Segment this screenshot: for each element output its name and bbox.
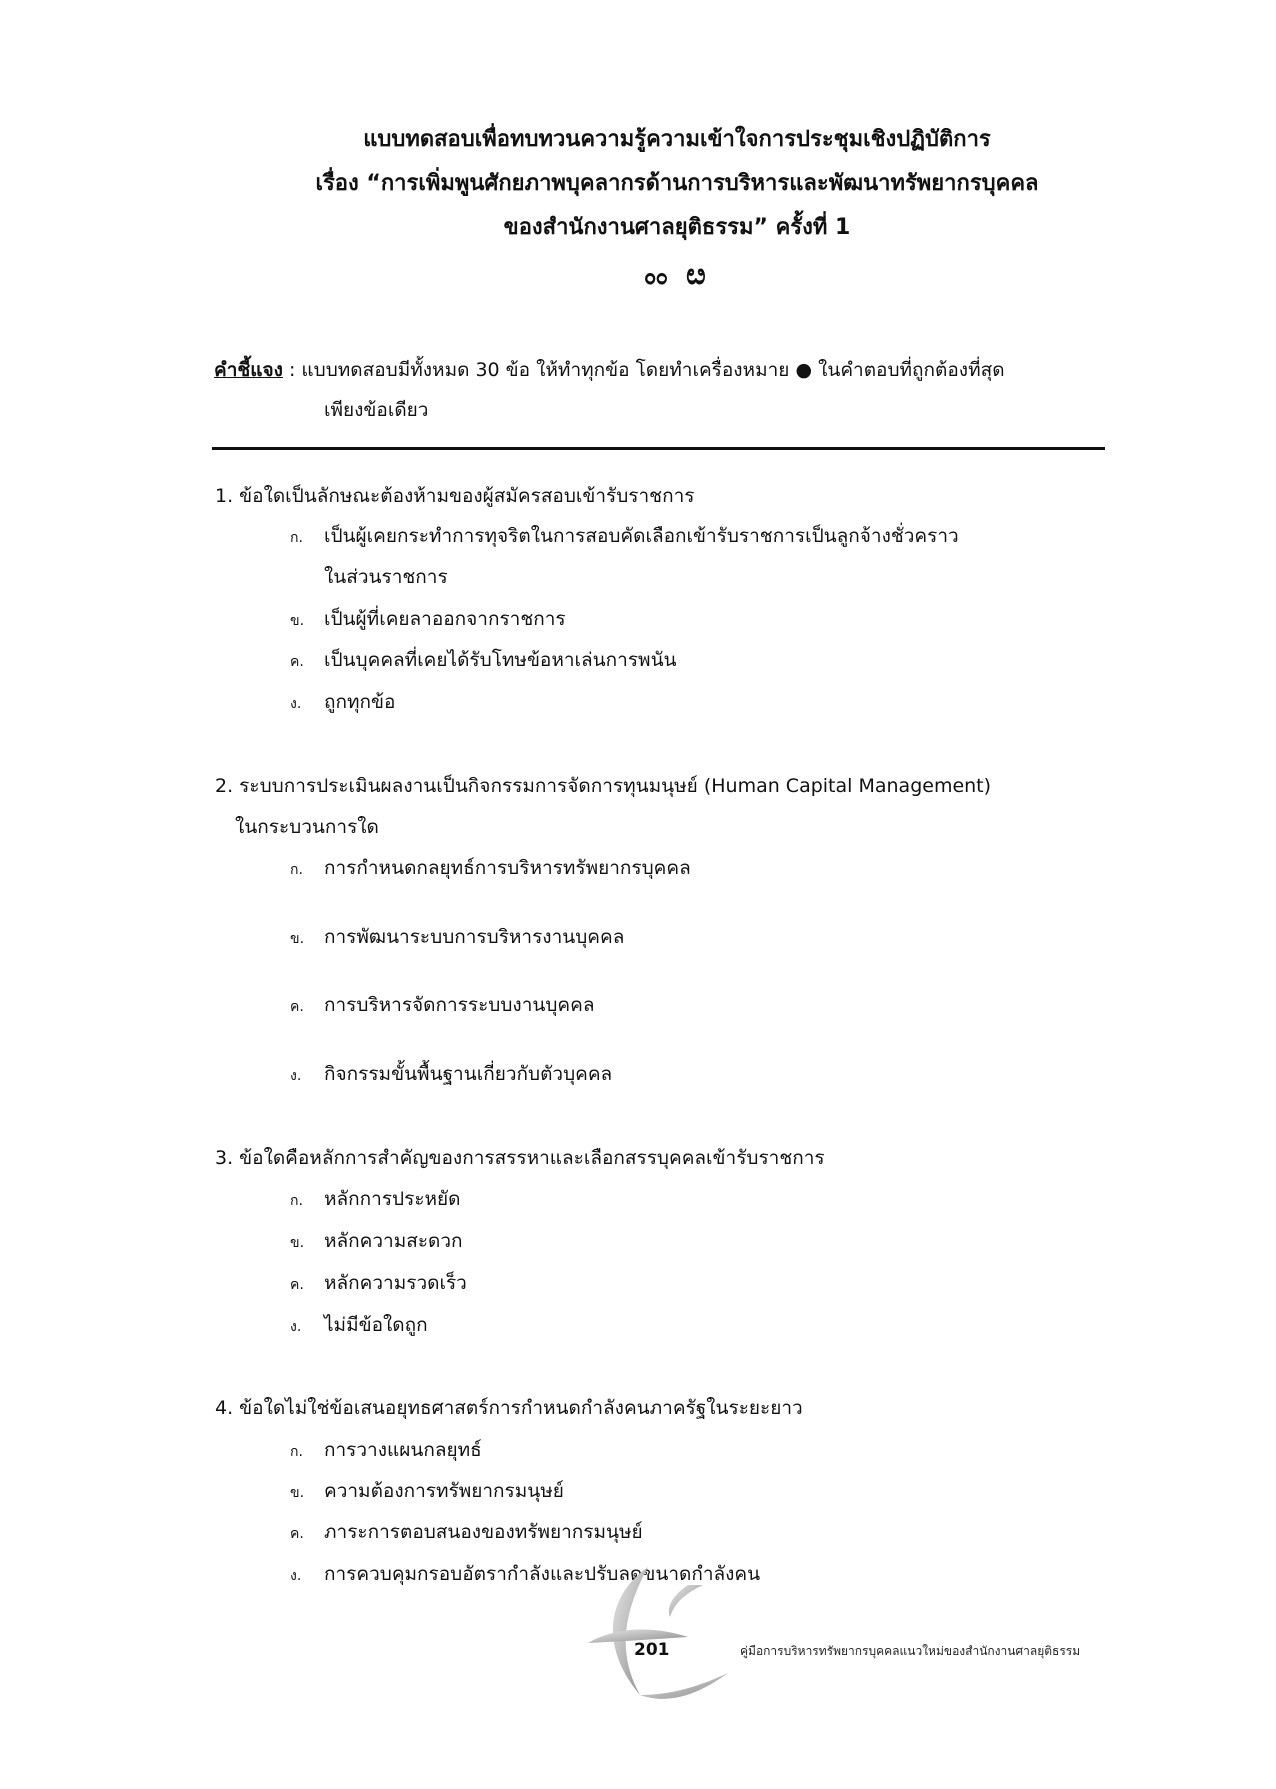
question-1-option-d[interactable] [290, 687, 395, 719]
divider-line [212, 447, 1105, 450]
option-text: การวางแผนกลยุทธ์ [324, 1439, 482, 1461]
question-1-option-b[interactable] [290, 604, 566, 636]
option-marker: ง. [290, 1319, 302, 1335]
option-marker: ก. [290, 862, 303, 878]
option-text: หลักการประหยัด [324, 1188, 461, 1210]
question-4-option-a[interactable] [290, 1435, 482, 1467]
footer-text: คู่มือการบริหารทรัพยากรบุคคลแนวใหม่ของสำนักงานศาลยุติธรรม [740, 1644, 1081, 1658]
question-1-option-a[interactable] [290, 521, 959, 553]
question-3-option-c[interactable] [290, 1268, 467, 1300]
option-marker: ข. [290, 1485, 305, 1501]
option-marker: ง. [290, 1068, 302, 1084]
option-marker: ก. [290, 1444, 303, 1460]
option-text: การควบคุมกรอบอัตรากำลังและปรับลดขนาดกำลังคน [324, 1563, 761, 1585]
title-line-1: แบบทดสอบเพื่อทบทวนความรู้ความเข้าใจการประชุมเชิงปฏิบัติการ [363, 127, 991, 152]
document-title [0, 118, 1276, 250]
question-4-stem: 4. ข้อใดไม่ใช่ข้อเสนอยุทธศาสตร์การกำหนดกำลังคนภาครัฐในระยะยาว [215, 1397, 803, 1419]
swirl-logo-icon [578, 1555, 738, 1715]
option-text: กิจกรรมขั้นพื้นฐานเกี่ยวกับตัวบุคคล [324, 1063, 613, 1085]
question-1-option-a-cont: ในส่วนราชการ [324, 566, 448, 588]
option-text: เป็นผู้ที่เคยลาออกจากราชการ [324, 608, 566, 630]
instructions [214, 350, 1094, 430]
option-text: ความต้องการทรัพยากรมนุษย์ [324, 1480, 564, 1502]
option-marker: ก. [290, 1193, 303, 1209]
option-text: ภาระการตอบสนองของทรัพยากรมนุษย์ [324, 1521, 643, 1543]
question-2-option-c[interactable] [290, 990, 594, 1022]
question-1-stem: 1. ข้อใดเป็นลักษณะต้องห้ามของผู้สมัครสอบเข้ารับราชการ [215, 485, 695, 507]
option-text: การบริหารจัดการระบบงานบุคคล [324, 994, 595, 1016]
title-line-2: เรื่อง “การเพิ่มพูนศักยภาพบุคลากรด้านการบริหารและพัฒนาทรัพยากรบุคคล [315, 171, 1039, 196]
option-marker: ง. [290, 1568, 302, 1584]
question-2-option-d[interactable] [290, 1059, 612, 1091]
title-ornament: ೲ ೞ [644, 257, 710, 292]
option-text: เป็นผู้เคยกระทำการทุจริตในการสอบคัดเลือกเข้ารับราชการเป็นลูกจ้างชั่วคราว [324, 525, 959, 547]
option-text: ถูกทุกข้อ [324, 691, 396, 713]
question-4-option-c[interactable] [290, 1517, 643, 1549]
option-text: เป็นบุคคลที่เคยได้รับโทษข้อหาเล่นการพนัน [324, 649, 677, 671]
option-marker: ค. [290, 654, 304, 670]
question-3-stem: 3. ข้อใดคือหลักการสำคัญของการสรรหาและเลือกสรรบุคคลเข้ารับราชการ [215, 1147, 825, 1169]
page-number: 201 [634, 1640, 670, 1660]
option-marker: ข. [290, 613, 305, 629]
question-1-option-c[interactable] [290, 645, 677, 677]
instructions-text: : แบบทดสอบมีทั้งหมด 30 ข้อ ให้ทำทุกข้อ โดยทำเครื่องหมาย ● ในคำตอบที่ถูกต้องที่สุด [282, 359, 1005, 381]
title-line-3: ของสำนักงานศาลยุติธรรม” ครั้งที่ 1 [503, 215, 851, 240]
instructions-text-cont: เพียงข้อเดียว [324, 399, 429, 421]
option-marker: ง. [290, 696, 302, 712]
question-2-option-a[interactable] [290, 853, 691, 885]
instructions-label: คำชี้แจง [214, 359, 283, 381]
option-marker: ค. [290, 1277, 304, 1293]
question-3-option-d[interactable] [290, 1310, 428, 1342]
option-marker: ค. [290, 1526, 304, 1542]
option-text: การกำหนดกลยุทธ์การบริหารทรัพยากรบุคคล [324, 857, 691, 879]
option-text: หลักความรวดเร็ว [324, 1272, 467, 1294]
question-3-option-a[interactable] [290, 1184, 461, 1216]
question-3-option-b[interactable] [290, 1226, 463, 1258]
question-2-stem: 2. ระบบการประเมินผลงานเป็นกิจกรรมการจัดการทุนมนุษย์ (Human Capital Management) [215, 775, 992, 797]
option-text: หลักความสะดวก [324, 1230, 463, 1252]
question-4-option-b[interactable] [290, 1476, 564, 1508]
question-2-option-b[interactable] [290, 922, 624, 954]
option-text: ไม่มีข้อใดถูก [324, 1314, 428, 1336]
option-marker: ข. [290, 931, 305, 947]
question-2-stem-cont: ในกระบวนการใด [235, 816, 379, 838]
option-marker: ก. [290, 530, 303, 546]
option-text: การพัฒนาระบบการบริหารงานบุคคล [324, 926, 625, 948]
option-marker: ค. [290, 999, 304, 1015]
option-marker: ข. [290, 1235, 305, 1251]
